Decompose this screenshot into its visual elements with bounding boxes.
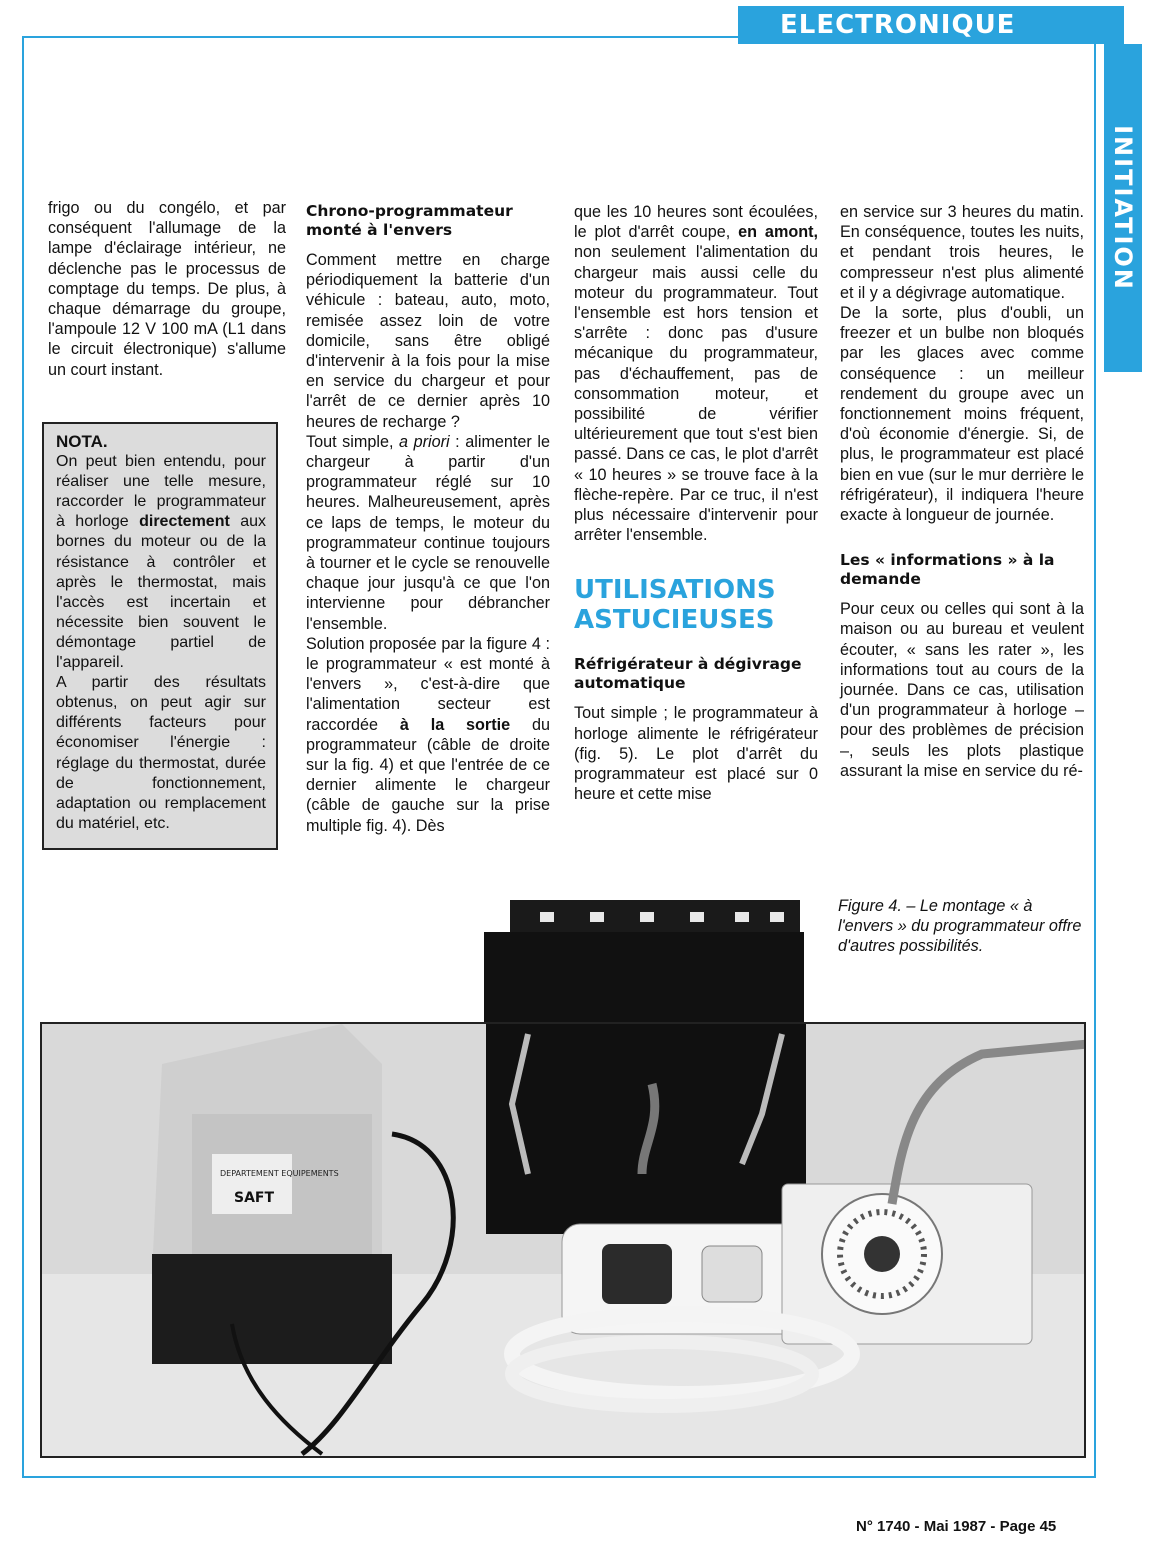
page-footer: N° 1740 - Mai 1987 - Page 45 — [856, 1518, 1057, 1535]
col2-paragraph-1: Comment mettre en charge périodiquement la batterie d'un véhicule : bateau, auto, moto, remisée assez loin de votre domicile, sans être obligé d'intervenir à la fois pour la mise en service du chargeur et pour l'arrêt de ce dernier après 10 heures de recharge ? — [306, 251, 550, 431]
col4-paragraph-2: De la sorte, plus d'oubli, un freezer et un bulbe non bloqués par les glaces avec comme conséquence : un meilleur rendement du groupe avec un fonctionnement moins fréquent, d'où économie d'énergie. Si, de plus, le programmateur est placé bien en vue (sur le mur derrière le réfrigérateur), il indiquera l'heure exacte à longueur de journée. — [840, 304, 1084, 525]
col4-paragraph-3: Pour ceux ou celles qui sont à la maison ou au bureau et veulent écouter, « sans les rater », les informations tout au cours de la journée. Dans ce cas, utilisation d'un programmateur à horloge – pour des problèmes de précision –, seuls les plots plastique assurant la mise en service du ré- — [840, 600, 1084, 780]
nota-bold-text: directement — [139, 513, 230, 531]
nota-paragraph-1 — [56, 452, 266, 673]
section-title: ELECTRONIQUE — [780, 10, 1016, 40]
text: que les 10 heures sont écoulées, le plot d'arrêt coupe, — [574, 203, 818, 242]
text: Solution proposée par la figure 4 : le programmateur « est monté à l'envers », c'est-à-dire que l'alimentation secteur est raccordée — [306, 634, 550, 734]
side-tab — [1104, 44, 1142, 372]
section-header — [738, 6, 1124, 44]
column-3 — [574, 202, 818, 804]
battery-top — [470, 890, 820, 1030]
side-label: INITIATION — [1109, 125, 1137, 291]
section-heading: UTILISATIONS ASTUCIEUSES — [574, 575, 776, 636]
col3-subheading: Réfrigérateur à dégivrage automatique — [574, 655, 802, 693]
photo-illustration — [42, 1024, 1086, 1458]
bold-text: en amont, — [738, 223, 818, 242]
figure-photo — [40, 1022, 1086, 1458]
nota-box — [42, 422, 278, 850]
nota-text: On peut bien entendu, pour réaliser une telle mesure, raccorder le programmateur à horloge — [56, 453, 266, 531]
charger-brand: SAFT — [234, 1190, 275, 1206]
nota-text: aux bornes du moteur ou de la résistance à contrôler et après le thermostat, mais l'accès est incertain et nécessite bien souvent le démontage partiel de l'appareil. — [56, 513, 266, 672]
column-2 — [306, 202, 550, 836]
bold-text: à la sortie — [399, 715, 511, 734]
col2-paragraph-3 — [306, 634, 550, 836]
col4-paragraph-1: en service sur 3 heures du matin. En conséquence, toutes les nuits, et pendant trois heures, le compresseur n'est plus alimenté et il y a dégivrage automatique. — [840, 203, 1084, 302]
text: non seulement l'alimentation du chargeur mais aussi celle du moteur du programmateur. Tout l'ensemble est hors tension et s'arrête : donc pas d'usure mécanique du programmateur, pas d'échauffement, pas de consommation moteur, et possibilité de vérifier ultérieurement que tout s'est bien passé. Dans ce cas, le plot d'arrêt « 10 heures » se trouve face à la flèche-repère. Par ce truc, il n'est plus nécessaire d'intervenir pour arrêter l'ensemble. — [574, 243, 818, 545]
column-4 — [840, 202, 1084, 781]
nota-title: NOTA. — [56, 432, 108, 451]
column-1 — [48, 198, 286, 380]
italic-text: a priori — [399, 432, 450, 451]
nota-paragraph-2: A partir des résultats obtenus, on peut agir sur différents facteurs pour économiser l'énergie : réglage du thermostat, durée de fonctionnement, adaptation ou remplacement du matériel, etc. — [56, 674, 266, 832]
figure-caption: Figure 4. – Le montage « à l'envers » du programmateur offre d'autres possibilités. — [838, 897, 1082, 955]
col4-subheading: Les « informations » à la demande — [840, 551, 1055, 589]
col2-heading: Chrono-programmateur monté à l'envers — [306, 202, 513, 239]
col2-paragraph-2 — [306, 432, 550, 634]
col3-paragraph-1 — [574, 202, 818, 545]
text: : alimenter le chargeur à partir d'un programmateur réglé sur 10 heures. Malheureusement, après ce laps de temps, le moteur du programmateur continue toujours à tourner et le cycle se renouvelle chaque jour jusqu'à ce que l'on intervienne pour débrancher l'ensemble. — [306, 432, 550, 633]
col1-paragraph-1: frigo ou du congélo, et par conséquent l'allumage de la lampe d'éclairage intérieur, ne déclenche pas le processus de comptage du temps. De plus, à chaque démarrage du groupe, l'ampoule 12 V 100 mA (L1 dans le circuit électronique) s'allume un court instant. — [48, 199, 286, 379]
charger-label: DEPARTEMENT EQUIPEMENTS — [220, 1169, 339, 1178]
charger-base — [152, 1254, 392, 1364]
text: du programmateur (câble de droite sur la fig. 4) et que l'entrée de ce dernier alimente le chargeur (câble de gauche sur la prise multiple fig. 4). Dès — [306, 715, 550, 835]
col3-paragraph-2: Tout simple ; le programmateur à horloge alimente le réfrigérateur (fig. 5). Le plot d'arrêt du programmateur est placé sur 0 heure et cette mise — [574, 704, 818, 804]
text: Tout simple, — [306, 432, 400, 451]
